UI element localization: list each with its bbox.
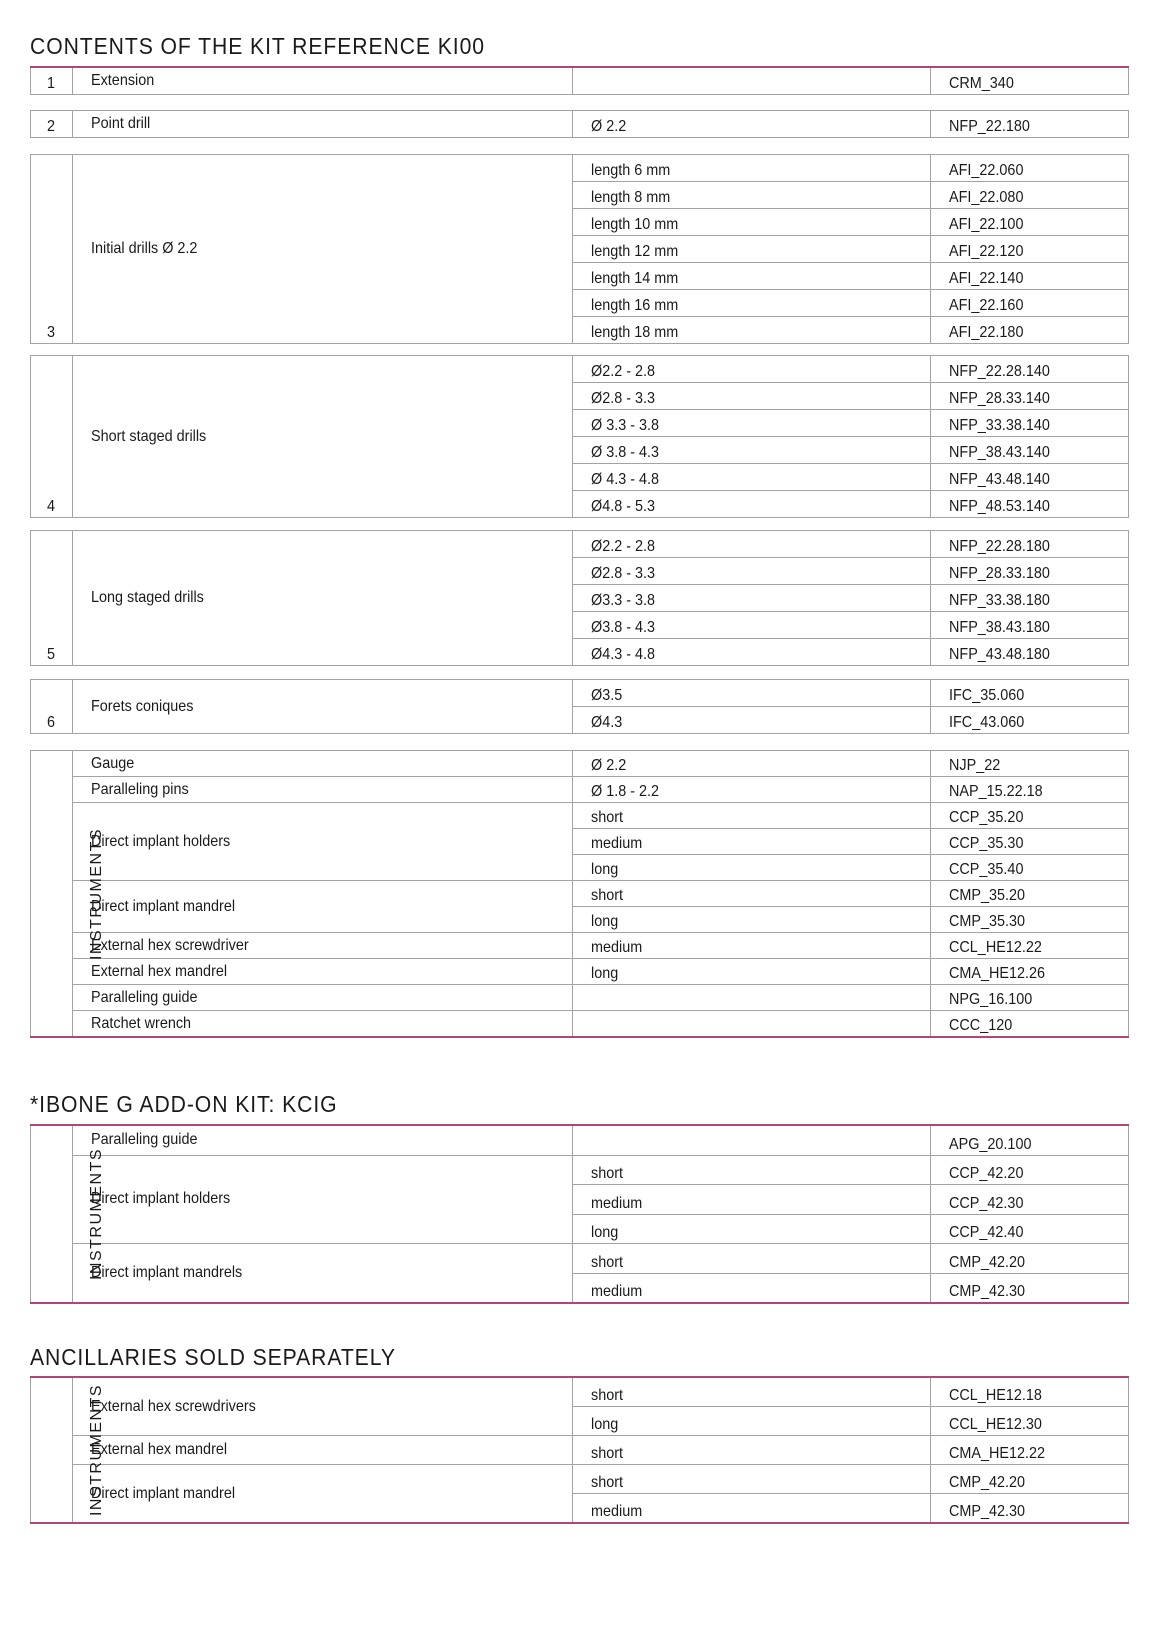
group-number-text: 3 (47, 324, 56, 341)
item-spec-text: length 16 mm (591, 297, 679, 314)
item-code-text: CCP_35.30 (949, 835, 1024, 852)
item-code-text: IFC_43.060 (949, 714, 1025, 731)
item-code-text: AFI_22.160 (949, 297, 1024, 314)
instruments-side-label (31, 1377, 106, 1523)
table-row (31, 111, 1129, 138)
item-code (931, 751, 1129, 777)
item-spec (573, 933, 931, 959)
item-code-text: NFP_22.28.180 (949, 538, 1050, 555)
item-code (931, 410, 1129, 437)
item-spec-text: short (591, 809, 624, 826)
instrument-name-text: Paralleling guide (91, 988, 198, 1006)
instrument-name (73, 751, 573, 777)
item-code-text: NJP_22 (949, 757, 1001, 774)
item-spec-text: Ø 4.3 - 4.8 (591, 471, 660, 488)
group-number-text: 6 (47, 714, 56, 731)
item-spec (573, 707, 931, 734)
item-spec (573, 777, 931, 803)
item-code (931, 639, 1129, 666)
item-spec (573, 1244, 931, 1274)
item-code (931, 1244, 1129, 1274)
table-row (31, 1125, 1129, 1155)
item-spec-text: Ø2.8 - 3.3 (591, 565, 656, 582)
item-spec (573, 491, 931, 518)
item-code (931, 1407, 1129, 1436)
table-row (31, 1465, 1129, 1494)
item-code-text: CCP_35.20 (949, 809, 1024, 826)
item-spec (573, 985, 931, 1011)
item-spec-text: Ø2.2 - 2.8 (591, 538, 656, 555)
instrument-name-text: Gauge (91, 754, 135, 772)
item-spec-text: Ø3.3 - 3.8 (591, 592, 656, 609)
kit-group-table (30, 110, 1129, 138)
table-row (31, 777, 1129, 803)
instruments-label: INSTRUMENTS (88, 1383, 106, 1517)
item-code-text: AFI_22.080 (949, 189, 1024, 206)
item-code (931, 855, 1129, 881)
table-row (31, 1244, 1129, 1274)
item-code (931, 829, 1129, 855)
group-name (73, 155, 573, 344)
kit-group-table (30, 679, 1129, 734)
instruments-table (30, 750, 1129, 1038)
item-spec-text: length 10 mm (591, 216, 679, 233)
item-code (931, 1494, 1129, 1524)
item-code (931, 612, 1129, 639)
item-spec-text: short (591, 887, 624, 904)
table-row (31, 356, 1129, 383)
item-spec-text: short (591, 1253, 624, 1271)
item-code (931, 777, 1129, 803)
item-spec (573, 680, 931, 707)
table-row (31, 985, 1129, 1011)
item-code-text: APG_20.100 (949, 1135, 1032, 1153)
instrument-name (73, 1155, 573, 1244)
instrument-name-text: External hex mandrel (91, 1441, 228, 1458)
item-spec (573, 1011, 931, 1038)
item-code-text: NFP_48.53.140 (949, 498, 1050, 515)
instrument-name-text: Direct implant mandrel (91, 1484, 236, 1502)
instrument-name (73, 1011, 573, 1038)
item-code (931, 464, 1129, 491)
item-spec-text: Ø4.8 - 5.3 (591, 498, 656, 515)
item-spec (573, 67, 931, 95)
item-spec (573, 829, 931, 855)
item-spec-text: length 12 mm (591, 243, 679, 260)
item-spec (573, 356, 931, 383)
item-spec-text: short (591, 1387, 624, 1404)
item-code (931, 531, 1129, 558)
instruments-label: INSTRUMENTS (88, 1147, 106, 1281)
item-code (931, 907, 1129, 933)
item-code (931, 290, 1129, 317)
table-row (31, 1155, 1129, 1185)
item-spec (573, 959, 931, 985)
item-code-text: AFI_22.140 (949, 270, 1024, 287)
item-code-text: CCL_HE12.22 (949, 939, 1042, 956)
item-spec (573, 803, 931, 829)
instrument-name-text: External hex mandrel (91, 962, 228, 980)
table-row (31, 155, 1129, 182)
item-code (931, 959, 1129, 985)
group-number (31, 155, 73, 344)
item-spec (573, 1436, 931, 1465)
group-name (73, 111, 573, 138)
group-number (31, 356, 73, 518)
item-code-text: AFI_22.100 (949, 216, 1024, 233)
item-code-text: CMA_HE12.22 (949, 1445, 1046, 1462)
item-spec-text: Ø 1.8 - 2.2 (591, 783, 660, 800)
item-code-text: NPG_16.100 (949, 991, 1033, 1008)
instrument-name (73, 803, 573, 881)
instrument-name (73, 985, 573, 1011)
item-spec-text: length 18 mm (591, 324, 679, 341)
item-spec-text: Ø2.8 - 3.3 (591, 390, 656, 407)
group-name-text: Extension (91, 72, 155, 89)
item-code (931, 209, 1129, 236)
item-code (931, 1011, 1129, 1038)
item-spec-text: Ø 3.8 - 4.3 (591, 444, 660, 461)
kit-group-table (30, 66, 1129, 95)
item-code-text: CMP_42.20 (949, 1474, 1026, 1491)
instrument-name (73, 1244, 573, 1304)
item-spec (573, 1155, 931, 1185)
item-spec-text: Ø4.3 - 4.8 (591, 646, 656, 663)
item-code (931, 1125, 1129, 1155)
item-code-text: NFP_28.33.140 (949, 390, 1050, 407)
group-name-text: Initial drills Ø 2.2 (91, 240, 198, 257)
item-code-text: CCP_35.40 (949, 861, 1024, 878)
item-code (931, 1185, 1129, 1215)
instrument-name-text: Direct implant holders (91, 1190, 231, 1208)
group-number-text: 4 (47, 498, 56, 515)
item-spec (573, 639, 931, 666)
group-name (73, 531, 573, 666)
group-number (31, 680, 73, 734)
instrument-name (73, 933, 573, 959)
item-spec-text: Ø 2.2 (591, 118, 627, 135)
item-code (931, 585, 1129, 612)
item-code (931, 437, 1129, 464)
group-number-text: 1 (47, 75, 56, 92)
item-spec-text: short (591, 1165, 624, 1182)
kit-group-table (30, 530, 1129, 666)
table-row (31, 531, 1129, 558)
item-code-text: NFP_33.38.180 (949, 592, 1050, 609)
item-code (931, 933, 1129, 959)
item-spec-text: Ø2.2 - 2.8 (591, 363, 656, 380)
table-row (31, 881, 1129, 907)
table-row (31, 803, 1129, 829)
item-code-text: CCC_120 (949, 1017, 1013, 1034)
item-spec-text: length 6 mm (591, 162, 671, 179)
item-spec (573, 1494, 931, 1524)
item-code-text: CMA_HE12.26 (949, 965, 1046, 982)
item-code (931, 155, 1129, 182)
item-spec-text: long (591, 1224, 619, 1241)
item-spec (573, 1273, 931, 1303)
item-code-text: CMP_42.20 (949, 1253, 1026, 1271)
group-name-text: Short staged drills (91, 427, 207, 445)
item-spec (573, 1185, 931, 1215)
item-code (931, 491, 1129, 518)
item-code-text: AFI_22.120 (949, 243, 1024, 260)
item-spec (573, 1125, 931, 1155)
table-row (31, 680, 1129, 707)
item-spec-text: medium (591, 939, 643, 956)
item-spec (573, 464, 931, 491)
item-code (931, 1273, 1129, 1303)
item-spec-text: long (591, 861, 619, 878)
item-spec (573, 209, 931, 236)
item-code (931, 1465, 1129, 1494)
item-spec (573, 531, 931, 558)
item-spec (573, 1407, 931, 1436)
item-code-text: CRM_340 (949, 75, 1014, 92)
item-spec-text: medium (591, 1503, 643, 1520)
item-spec-text: Ø3.5 (591, 687, 623, 704)
item-spec (573, 881, 931, 907)
item-code-text: CMP_42.30 (949, 1503, 1026, 1520)
group-number-text: 5 (47, 646, 56, 663)
item-code-text: CMP_35.30 (949, 913, 1026, 930)
item-spec (573, 317, 931, 344)
item-code (931, 67, 1129, 95)
item-spec-text: short (591, 1474, 624, 1491)
item-code (931, 383, 1129, 410)
item-code-text: CCL_HE12.18 (949, 1387, 1042, 1404)
ancillaries-title: ANCILLARIES SOLD SEPARATELY (30, 1344, 396, 1370)
item-spec-text: length 14 mm (591, 270, 679, 287)
kit-group-table (30, 355, 1129, 518)
item-code (931, 1214, 1129, 1244)
table-row (31, 1377, 1129, 1407)
item-spec-text: Ø 2.2 (591, 757, 627, 774)
item-spec-text: long (591, 965, 619, 982)
group-number (31, 67, 73, 95)
item-spec (573, 1377, 931, 1407)
instrument-name (73, 1377, 573, 1436)
instrument-name-text: Direct implant mandrels (91, 1264, 243, 1281)
item-code-text: CCP_42.20 (949, 1165, 1024, 1182)
item-spec (573, 182, 931, 209)
item-code (931, 558, 1129, 585)
item-code (931, 1155, 1129, 1185)
instruments-side-label (31, 1125, 106, 1303)
instrument-name-text: Paralleling guide (91, 1131, 198, 1149)
item-code-text: NFP_28.33.180 (949, 565, 1050, 582)
item-spec (573, 612, 931, 639)
table-row (31, 959, 1129, 985)
item-code-text: CCP_42.30 (949, 1194, 1024, 1212)
item-code (931, 680, 1129, 707)
item-spec (573, 410, 931, 437)
item-spec (573, 383, 931, 410)
item-code-text: NFP_38.43.180 (949, 619, 1050, 636)
item-code-text: IFC_35.060 (949, 687, 1025, 704)
instrument-name (73, 881, 573, 933)
item-spec-text: long (591, 913, 619, 930)
item-spec (573, 751, 931, 777)
item-code (931, 707, 1129, 734)
item-code-text: CMP_35.20 (949, 887, 1026, 904)
item-code (931, 317, 1129, 344)
table-row (31, 67, 1129, 95)
item-code (931, 111, 1129, 138)
instrument-name-text: External hex screwdriver (91, 936, 249, 954)
group-name (73, 67, 573, 95)
item-spec-text: Ø3.8 - 4.3 (591, 619, 656, 636)
item-code (931, 881, 1129, 907)
item-spec (573, 907, 931, 933)
instrument-name (73, 1436, 573, 1465)
item-spec-text: Ø4.3 (591, 714, 623, 731)
instrument-name (73, 777, 573, 803)
instrument-name-text: Direct implant holders (91, 832, 231, 850)
item-code-text: NAP_15.22.18 (949, 783, 1043, 800)
instruments-label: INSTRUMENTS (88, 827, 106, 960)
group-name-text: Point drill (91, 115, 151, 132)
item-code-text: NFP_43.48.180 (949, 646, 1050, 663)
instruments-side-label (31, 751, 106, 1038)
item-code (931, 236, 1129, 263)
table-row (31, 1436, 1129, 1465)
instrument-name-text: Direct implant mandrel (91, 897, 236, 915)
instrument-name-text: External hex screwdrivers (91, 1397, 256, 1415)
instrument-name (73, 959, 573, 985)
item-spec-text: short (591, 1445, 624, 1462)
item-spec (573, 437, 931, 464)
item-code (931, 182, 1129, 209)
item-spec (573, 585, 931, 612)
item-spec (573, 855, 931, 881)
instruments-table (30, 1124, 1129, 1304)
item-code (931, 985, 1129, 1011)
item-spec-text: long (591, 1416, 619, 1433)
group-name (73, 356, 573, 518)
table-row (31, 1011, 1129, 1038)
item-spec (573, 111, 931, 138)
item-code (931, 356, 1129, 383)
instrument-name-text: Ratchet wrench (91, 1014, 192, 1032)
item-spec-text: Ø 3.3 - 3.8 (591, 417, 660, 434)
group-name-text: Long staged drills (91, 589, 204, 606)
group-name (73, 680, 573, 734)
item-code-text: NFP_33.38.140 (949, 417, 1050, 434)
kit-title: CONTENTS OF THE KIT REFERENCE KI00 (30, 33, 485, 59)
item-code-text: CCL_HE12.30 (949, 1416, 1042, 1433)
item-spec (573, 558, 931, 585)
kit-group-table (30, 154, 1129, 344)
addon-title: *IBONE G ADD-ON KIT: KCIG (30, 1091, 338, 1117)
item-code (931, 263, 1129, 290)
group-number (31, 531, 73, 666)
item-spec-text: medium (591, 1283, 643, 1300)
item-code-text: NFP_22.28.140 (949, 363, 1050, 380)
item-spec-text: medium (591, 835, 643, 852)
item-spec (573, 236, 931, 263)
item-code-text: CMP_42.30 (949, 1283, 1026, 1300)
item-spec (573, 155, 931, 182)
item-code (931, 1377, 1129, 1407)
item-spec (573, 263, 931, 290)
item-code (931, 803, 1129, 829)
item-code (931, 1436, 1129, 1465)
instrument-name-text: Paralleling pins (91, 780, 189, 798)
item-code-text: NFP_22.180 (949, 118, 1030, 135)
item-code-text: AFI_22.060 (949, 162, 1024, 179)
item-spec-text: medium (591, 1194, 643, 1212)
table-row (31, 751, 1129, 777)
instrument-name (73, 1465, 573, 1524)
group-number (31, 111, 73, 138)
item-spec (573, 290, 931, 317)
item-code-text: CCP_42.40 (949, 1224, 1024, 1241)
group-number-text: 2 (47, 118, 56, 135)
item-spec (573, 1465, 931, 1494)
group-name-text: Forets coniques (91, 697, 194, 715)
item-code-text: NFP_38.43.140 (949, 444, 1050, 461)
table-row (31, 933, 1129, 959)
instrument-name (73, 1125, 573, 1155)
item-code-text: AFI_22.180 (949, 324, 1024, 341)
item-spec-text: length 8 mm (591, 189, 671, 206)
item-code-text: NFP_43.48.140 (949, 471, 1050, 488)
instruments-table (30, 1376, 1129, 1524)
item-spec (573, 1214, 931, 1244)
